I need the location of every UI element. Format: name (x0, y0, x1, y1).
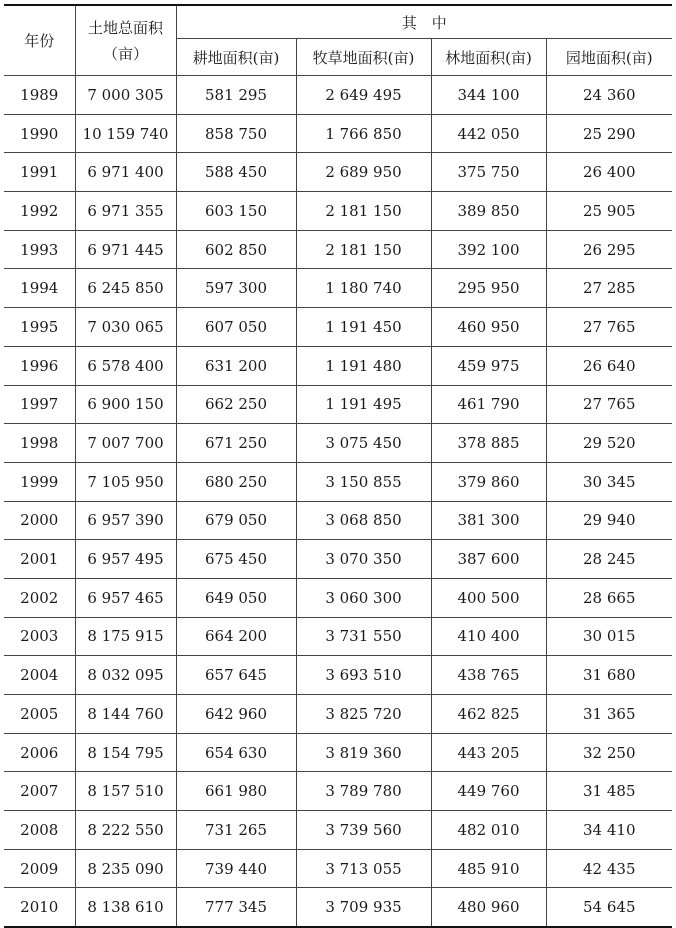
cell-pasture: 1 191 480 (296, 346, 431, 385)
cell-total: 7 105 950 (75, 462, 176, 501)
cell-garden: 30 345 (546, 462, 672, 501)
cell-total: 6 578 400 (75, 346, 176, 385)
cell-garden: 31 680 (546, 656, 672, 695)
cell-garden: 42 435 (546, 849, 672, 888)
cell-forest: 410 400 (431, 617, 546, 656)
cell-pasture: 3 068 850 (296, 501, 431, 540)
header-total-area-line1: 土地总面积 (87, 18, 163, 37)
cell-forest: 461 790 (431, 385, 546, 424)
table-row (4, 269, 672, 308)
cell-arable: 731 265 (176, 811, 296, 850)
cell-year: 1993 (4, 230, 75, 269)
table-row (4, 501, 672, 540)
cell-forest: 442 050 (431, 114, 546, 153)
table-row (4, 192, 672, 231)
cell-total: 8 157 510 (75, 772, 176, 811)
table-row (4, 308, 672, 347)
cell-forest: 344 100 (431, 76, 546, 115)
cell-arable: 680 250 (176, 462, 296, 501)
cell-garden: 24 360 (546, 76, 672, 115)
cell-year: 2000 (4, 501, 75, 540)
header-total-area (75, 5, 176, 76)
cell-arable: 588 450 (176, 153, 296, 192)
cell-arable: 858 750 (176, 114, 296, 153)
cell-pasture: 3 825 720 (296, 695, 431, 734)
cell-arable: 777 345 (176, 888, 296, 927)
table-row (4, 230, 672, 269)
cell-forest: 443 205 (431, 733, 546, 772)
cell-forest: 375 750 (431, 153, 546, 192)
header-total-area-line2: （亩） (102, 44, 148, 63)
cell-garden: 26 295 (546, 230, 672, 269)
cell-total: 6 900 150 (75, 385, 176, 424)
cell-garden: 31 365 (546, 695, 672, 734)
cell-total: 6 971 355 (75, 192, 176, 231)
cell-forest: 379 860 (431, 462, 546, 501)
cell-forest: 449 760 (431, 772, 546, 811)
cell-forest: 389 850 (431, 192, 546, 231)
cell-total: 6 971 445 (75, 230, 176, 269)
header-group-of-which: 其 中 (176, 5, 672, 39)
table-row (4, 617, 672, 656)
cell-pasture: 1 766 850 (296, 114, 431, 153)
cell-arable: 603 150 (176, 192, 296, 231)
table-row (4, 385, 672, 424)
cell-forest: 295 950 (431, 269, 546, 308)
cell-year: 2001 (4, 540, 75, 579)
cell-total: 6 245 850 (75, 269, 176, 308)
cell-year: 1992 (4, 192, 75, 231)
cell-garden: 28 245 (546, 540, 672, 579)
cell-total: 6 957 465 (75, 578, 176, 617)
cell-total: 8 235 090 (75, 849, 176, 888)
cell-total: 8 138 610 (75, 888, 176, 927)
cell-pasture: 1 180 740 (296, 269, 431, 308)
cell-garden: 27 285 (546, 269, 672, 308)
cell-garden: 25 290 (546, 114, 672, 153)
cell-arable: 671 250 (176, 424, 296, 463)
cell-total: 10 159 740 (75, 114, 176, 153)
cell-pasture: 1 191 450 (296, 308, 431, 347)
cell-year: 1994 (4, 269, 75, 308)
cell-year: 2005 (4, 695, 75, 734)
cell-forest: 460 950 (431, 308, 546, 347)
cell-pasture: 2 181 150 (296, 192, 431, 231)
cell-forest: 482 010 (431, 811, 546, 850)
cell-year: 2010 (4, 888, 75, 927)
cell-arable: 649 050 (176, 578, 296, 617)
table-row (4, 772, 672, 811)
cell-pasture: 3 070 350 (296, 540, 431, 579)
table-row (4, 733, 672, 772)
cell-total: 8 154 795 (75, 733, 176, 772)
cell-total: 7 007 700 (75, 424, 176, 463)
cell-forest: 400 500 (431, 578, 546, 617)
cell-total: 6 957 390 (75, 501, 176, 540)
cell-pasture: 2 181 150 (296, 230, 431, 269)
cell-total: 8 144 760 (75, 695, 176, 734)
cell-garden: 26 640 (546, 346, 672, 385)
cell-year: 1990 (4, 114, 75, 153)
cell-garden: 31 485 (546, 772, 672, 811)
land-area-table (4, 4, 672, 928)
cell-total: 7 000 305 (75, 76, 176, 115)
cell-forest: 438 765 (431, 656, 546, 695)
cell-garden: 29 520 (546, 424, 672, 463)
cell-year: 2009 (4, 849, 75, 888)
table-row (4, 849, 672, 888)
cell-arable: 581 295 (176, 76, 296, 115)
cell-pasture: 3 739 560 (296, 811, 431, 850)
table-row (4, 578, 672, 617)
cell-pasture: 2 649 495 (296, 76, 431, 115)
cell-year: 2003 (4, 617, 75, 656)
cell-garden: 30 015 (546, 617, 672, 656)
cell-forest: 480 960 (431, 888, 546, 927)
cell-forest: 459 975 (431, 346, 546, 385)
cell-garden: 28 665 (546, 578, 672, 617)
cell-forest: 387 600 (431, 540, 546, 579)
cell-year: 1989 (4, 76, 75, 115)
cell-arable: 607 050 (176, 308, 296, 347)
table-row (4, 811, 672, 850)
table-row (4, 346, 672, 385)
cell-year: 1995 (4, 308, 75, 347)
cell-year: 2007 (4, 772, 75, 811)
table-row (4, 695, 672, 734)
cell-total: 6 971 400 (75, 153, 176, 192)
cell-total: 8 175 915 (75, 617, 176, 656)
cell-garden: 34 410 (546, 811, 672, 850)
table-row (4, 153, 672, 192)
cell-year: 2006 (4, 733, 75, 772)
cell-arable: 662 250 (176, 385, 296, 424)
cell-garden: 32 250 (546, 733, 672, 772)
cell-forest: 392 100 (431, 230, 546, 269)
cell-garden: 54 645 (546, 888, 672, 927)
cell-total: 8 222 550 (75, 811, 176, 850)
cell-arable: 675 450 (176, 540, 296, 579)
cell-arable: 602 850 (176, 230, 296, 269)
cell-year: 1999 (4, 462, 75, 501)
cell-year: 1991 (4, 153, 75, 192)
cell-year: 2008 (4, 811, 75, 850)
cell-year: 1996 (4, 346, 75, 385)
table-row (4, 540, 672, 579)
cell-pasture: 2 689 950 (296, 153, 431, 192)
header-year: 年份 (4, 5, 75, 76)
header-garden-area: 园地面积(亩) (546, 39, 672, 76)
cell-arable: 679 050 (176, 501, 296, 540)
cell-pasture: 3 789 780 (296, 772, 431, 811)
cell-garden: 27 765 (546, 385, 672, 424)
cell-arable: 631 200 (176, 346, 296, 385)
cell-pasture: 3 075 450 (296, 424, 431, 463)
cell-pasture: 1 191 495 (296, 385, 431, 424)
cell-pasture: 3 150 855 (296, 462, 431, 501)
cell-total: 6 957 495 (75, 540, 176, 579)
cell-forest: 485 910 (431, 849, 546, 888)
cell-pasture: 3 713 055 (296, 849, 431, 888)
cell-arable: 739 440 (176, 849, 296, 888)
cell-garden: 25 905 (546, 192, 672, 231)
cell-year: 1997 (4, 385, 75, 424)
cell-forest: 462 825 (431, 695, 546, 734)
cell-year: 2004 (4, 656, 75, 695)
cell-arable: 597 300 (176, 269, 296, 308)
table-row (4, 114, 672, 153)
cell-year: 2002 (4, 578, 75, 617)
header-forest-area: 林地面积(亩) (431, 39, 546, 76)
cell-year: 1998 (4, 424, 75, 463)
cell-garden: 26 400 (546, 153, 672, 192)
cell-pasture: 3 060 300 (296, 578, 431, 617)
cell-arable: 654 630 (176, 733, 296, 772)
cell-arable: 664 200 (176, 617, 296, 656)
cell-total: 7 030 065 (75, 308, 176, 347)
table-row (4, 76, 672, 115)
cell-garden: 29 940 (546, 501, 672, 540)
cell-garden: 27 765 (546, 308, 672, 347)
cell-arable: 657 645 (176, 656, 296, 695)
cell-pasture: 3 693 510 (296, 656, 431, 695)
cell-arable: 661 980 (176, 772, 296, 811)
header-pasture-area: 牧草地面积(亩) (296, 39, 431, 76)
cell-pasture: 3 731 550 (296, 617, 431, 656)
cell-pasture: 3 819 360 (296, 733, 431, 772)
table-row (4, 462, 672, 501)
header-arable-area: 耕地面积(亩) (176, 39, 296, 76)
cell-forest: 378 885 (431, 424, 546, 463)
table-row (4, 888, 672, 927)
cell-total: 8 032 095 (75, 656, 176, 695)
cell-pasture: 3 709 935 (296, 888, 431, 927)
table-body (4, 76, 672, 928)
cell-forest: 381 300 (431, 501, 546, 540)
cell-arable: 642 960 (176, 695, 296, 734)
table-row (4, 424, 672, 463)
table-row (4, 656, 672, 695)
